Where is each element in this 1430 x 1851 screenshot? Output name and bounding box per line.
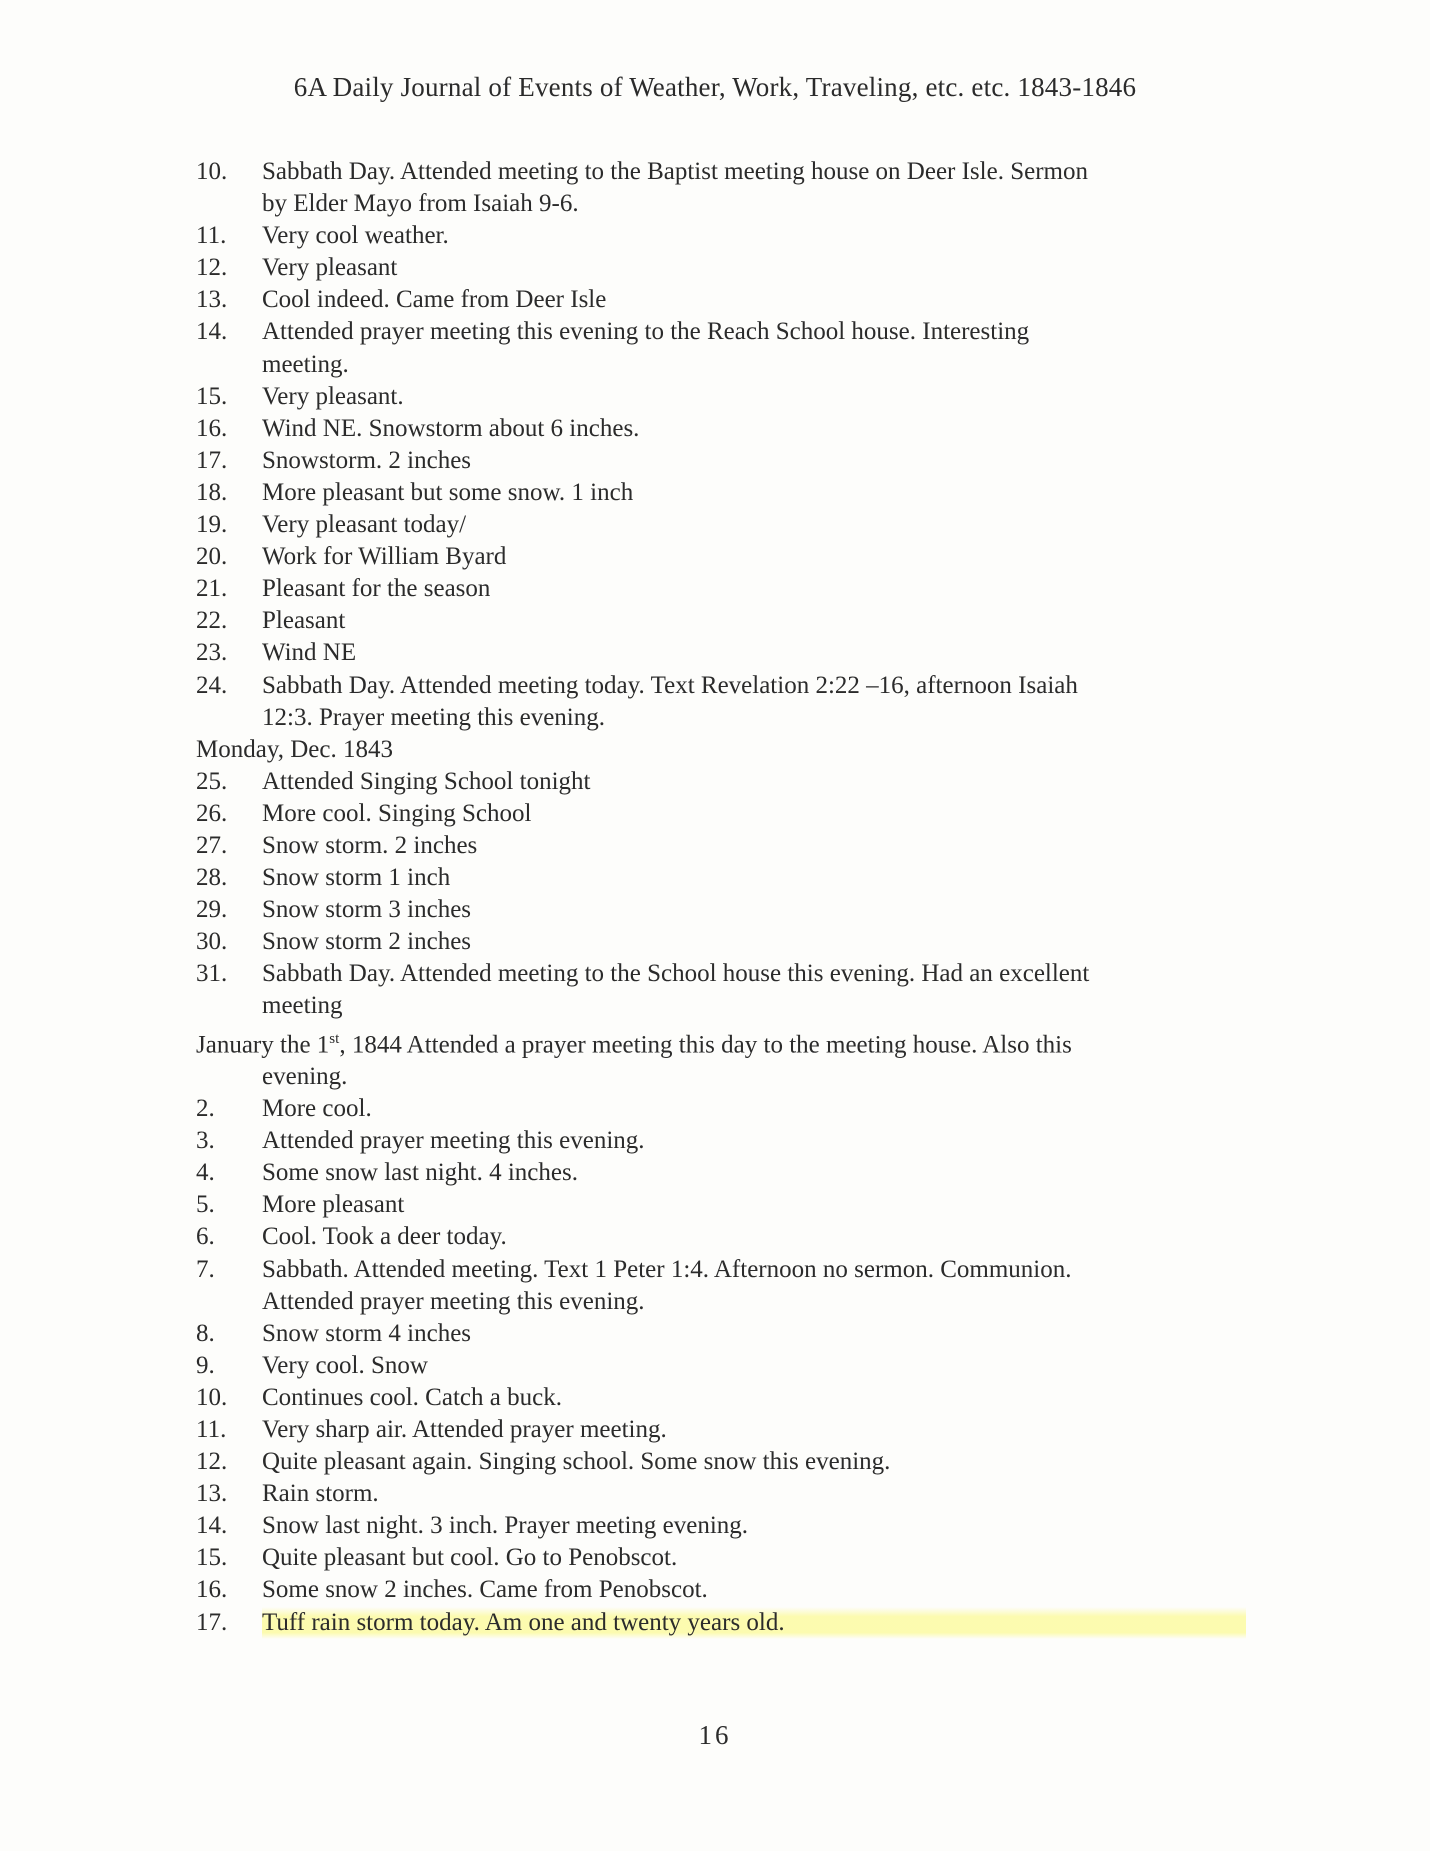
journal-entry	[196, 1093, 1246, 1125]
entry-number: 24.	[196, 671, 228, 699]
entry-text: Very pleasant today/	[262, 511, 467, 539]
entry-text: Snow storm 1 inch	[262, 864, 451, 892]
journal-entry	[196, 1574, 1246, 1606]
journal-entry	[196, 830, 1246, 862]
entry-number: 6.	[196, 1223, 215, 1251]
entry-number: 16.	[196, 414, 228, 442]
entry-number: 10.	[196, 158, 228, 185]
entry-number: 16.	[196, 1576, 228, 1604]
journal-entry	[196, 894, 1246, 926]
entry-number: 18.	[196, 478, 228, 506]
entry-text: Very cool. Snow	[262, 1351, 428, 1379]
journal-entry	[196, 573, 1246, 605]
entry-number: 12.	[196, 254, 228, 282]
journal-entry	[196, 284, 1246, 316]
entry-number: 28.	[196, 864, 228, 892]
entry-text: More pleasant but some snow. 1 inch	[262, 478, 634, 506]
journal-entry	[196, 1446, 1246, 1478]
journal-entry	[196, 766, 1246, 798]
entry-text: Sabbath Day. Attended meeting to the School house this evening. Had an excellent	[262, 960, 1090, 988]
entry-continuation: by Elder Mayo from Isaiah 9-6.	[262, 190, 579, 218]
entry-number: 27.	[196, 831, 228, 859]
entry-number: 11.	[196, 222, 227, 250]
journal-entry	[196, 1414, 1246, 1446]
entry-text: Snow storm 2 inches	[262, 928, 472, 956]
entry-continuation: meeting	[262, 992, 343, 1020]
entry-text: Sabbath Day. Attended meeting to the Baptist meeting house on Deer Isle. Sermon	[262, 158, 1088, 185]
journal-entry	[196, 381, 1246, 413]
entry-text: Rain storm.	[262, 1480, 379, 1508]
entry-text: Sabbath. Attended meeting. Text 1 Peter 1:4. Afternoon no sermon. Communion.	[262, 1255, 1072, 1283]
entry-text: More pleasant	[262, 1191, 405, 1219]
entry-january-first	[196, 1023, 1246, 1094]
entries-block-december	[196, 766, 1246, 1023]
entry-number: 15.	[196, 1544, 228, 1572]
entry-number: 25.	[196, 767, 228, 795]
entry-continuation: 12:3. Prayer meeting this evening.	[262, 703, 605, 731]
entry-number: 13.	[196, 1480, 228, 1508]
entry-text: Wind NE	[262, 639, 357, 667]
journal-entry	[196, 670, 1246, 734]
journal-entry	[196, 1542, 1246, 1574]
entry-text: Very pleasant.	[262, 382, 404, 410]
entry-text: Attended Singing School tonight	[262, 767, 591, 795]
entry-number: 7.	[196, 1255, 215, 1283]
entries-block-january	[196, 1093, 1246, 1639]
jan-first-continuation: evening.	[262, 1062, 348, 1090]
journal-entry	[196, 1125, 1246, 1157]
entry-number: 30.	[196, 928, 228, 956]
page-number: 16	[698, 1720, 732, 1750]
journal-entry	[196, 637, 1246, 669]
page-title: 6A Daily Journal of Events of Weather, Work, Traveling, etc. etc. 1843-1846	[293, 72, 1137, 102]
entry-text: Attended prayer meeting this evening to the Reach School house. Interesting	[262, 318, 1030, 346]
entry-number: 23.	[196, 639, 228, 667]
entry-text: Some snow 2 inches. Came from Penobscot.	[262, 1576, 708, 1604]
journal-entry	[196, 413, 1246, 445]
entry-number: 9.	[196, 1351, 215, 1379]
entry-number: 3.	[196, 1127, 215, 1155]
entry-continuation: Attended prayer meeting this evening.	[262, 1287, 645, 1315]
entry-number: 13.	[196, 286, 228, 314]
entry-text: Snowstorm. 2 inches	[262, 446, 472, 474]
journal-entry	[196, 1607, 1246, 1639]
journal-entry	[196, 252, 1246, 284]
entry-number: 26.	[196, 799, 228, 827]
journal-entry	[196, 958, 1246, 1022]
jan-first-text: , 1844 Attended a prayer meeting this day to the meeting house. Also this	[339, 1030, 1072, 1058]
entry-number: 29.	[196, 896, 228, 924]
entry-text: Pleasant	[262, 607, 346, 635]
entry-text: More cool. Singing School	[262, 799, 532, 827]
entry-number: 21.	[196, 575, 228, 603]
entry-number: 20.	[196, 543, 228, 571]
journal-entry	[196, 1382, 1246, 1414]
journal-entry	[196, 316, 1246, 380]
journal-entry	[196, 862, 1246, 894]
entry-text: Snow last night. 3 inch. Prayer meeting evening.	[262, 1512, 749, 1540]
entry-text: Attended prayer meeting this evening.	[262, 1127, 645, 1155]
entry-text: Snow storm 4 inches	[262, 1319, 472, 1347]
journal-entry	[196, 1254, 1246, 1318]
journal-entry	[196, 1350, 1246, 1382]
entry-number: 14.	[196, 318, 228, 346]
journal-entry	[196, 1221, 1246, 1253]
journal-entry	[196, 509, 1246, 541]
entry-text: More cool.	[262, 1095, 372, 1123]
entry-text: Tuff rain storm today. Am one and twenty years old.	[262, 1607, 1246, 1639]
entry-text: Pleasant for the season	[262, 575, 491, 603]
journal-entry	[196, 798, 1246, 830]
entry-number: 12.	[196, 1448, 228, 1476]
jan-first-prefix: January the 1	[196, 1030, 330, 1058]
entry-number: 5.	[196, 1191, 215, 1219]
entry-text: Snow storm. 2 inches	[262, 831, 478, 859]
entry-text: Continues cool. Catch a buck.	[262, 1383, 562, 1411]
journal-entry	[196, 445, 1246, 477]
entry-number: 4.	[196, 1159, 215, 1187]
journal-entry	[196, 1189, 1246, 1221]
entry-number: 31.	[196, 960, 228, 988]
entry-text: Very cool weather.	[262, 222, 449, 250]
section-heading-monday-dec-1843: Monday, Dec. 1843	[196, 735, 393, 763]
journal-entry	[196, 1318, 1246, 1350]
journal-entry	[196, 477, 1246, 509]
entry-number: 8.	[196, 1319, 215, 1347]
jan-first-superscript: st	[329, 1030, 340, 1047]
entry-number: 14.	[196, 1512, 228, 1540]
entry-text: Sabbath Day. Attended meeting today. Text Revelation 2:22 –16, afternoon Isaiah	[262, 671, 1078, 699]
entries-block-november	[196, 156, 1246, 734]
journal-entry	[196, 220, 1246, 252]
entry-number: 22.	[196, 607, 228, 635]
entry-text: Cool. Took a deer today.	[262, 1223, 507, 1251]
journal-entry	[196, 1478, 1246, 1510]
entry-text: Snow storm 3 inches	[262, 896, 472, 924]
entry-text: Very pleasant	[262, 254, 398, 282]
entry-text: Quite pleasant but cool. Go to Penobscot.	[262, 1544, 678, 1572]
entry-number: 15.	[196, 382, 228, 410]
journal-entries	[196, 156, 1246, 1639]
entry-text: Quite pleasant again. Singing school. Some snow this evening.	[262, 1448, 891, 1476]
entry-number: 17.	[196, 1608, 228, 1636]
entry-text: Cool indeed. Came from Deer Isle	[262, 286, 607, 314]
entry-number: 2.	[196, 1095, 215, 1123]
entry-number: 11.	[196, 1415, 227, 1443]
entry-text: Work for William Byard	[262, 543, 507, 571]
journal-entry	[196, 926, 1246, 958]
entry-number: 19.	[196, 511, 228, 539]
entry-text: Some snow last night. 4 inches.	[262, 1159, 578, 1187]
journal-entry	[196, 1510, 1246, 1542]
journal-entry	[196, 541, 1246, 573]
journal-entry	[196, 156, 1246, 220]
entry-number: 17.	[196, 446, 228, 474]
entry-continuation: meeting.	[262, 350, 349, 378]
entry-text: Very sharp air. Attended prayer meeting.	[262, 1415, 667, 1443]
journal-entry	[196, 1157, 1246, 1189]
journal-entry	[196, 605, 1246, 637]
entry-text: Wind NE. Snowstorm about 6 inches.	[262, 414, 640, 442]
entry-number: 10.	[196, 1383, 228, 1411]
